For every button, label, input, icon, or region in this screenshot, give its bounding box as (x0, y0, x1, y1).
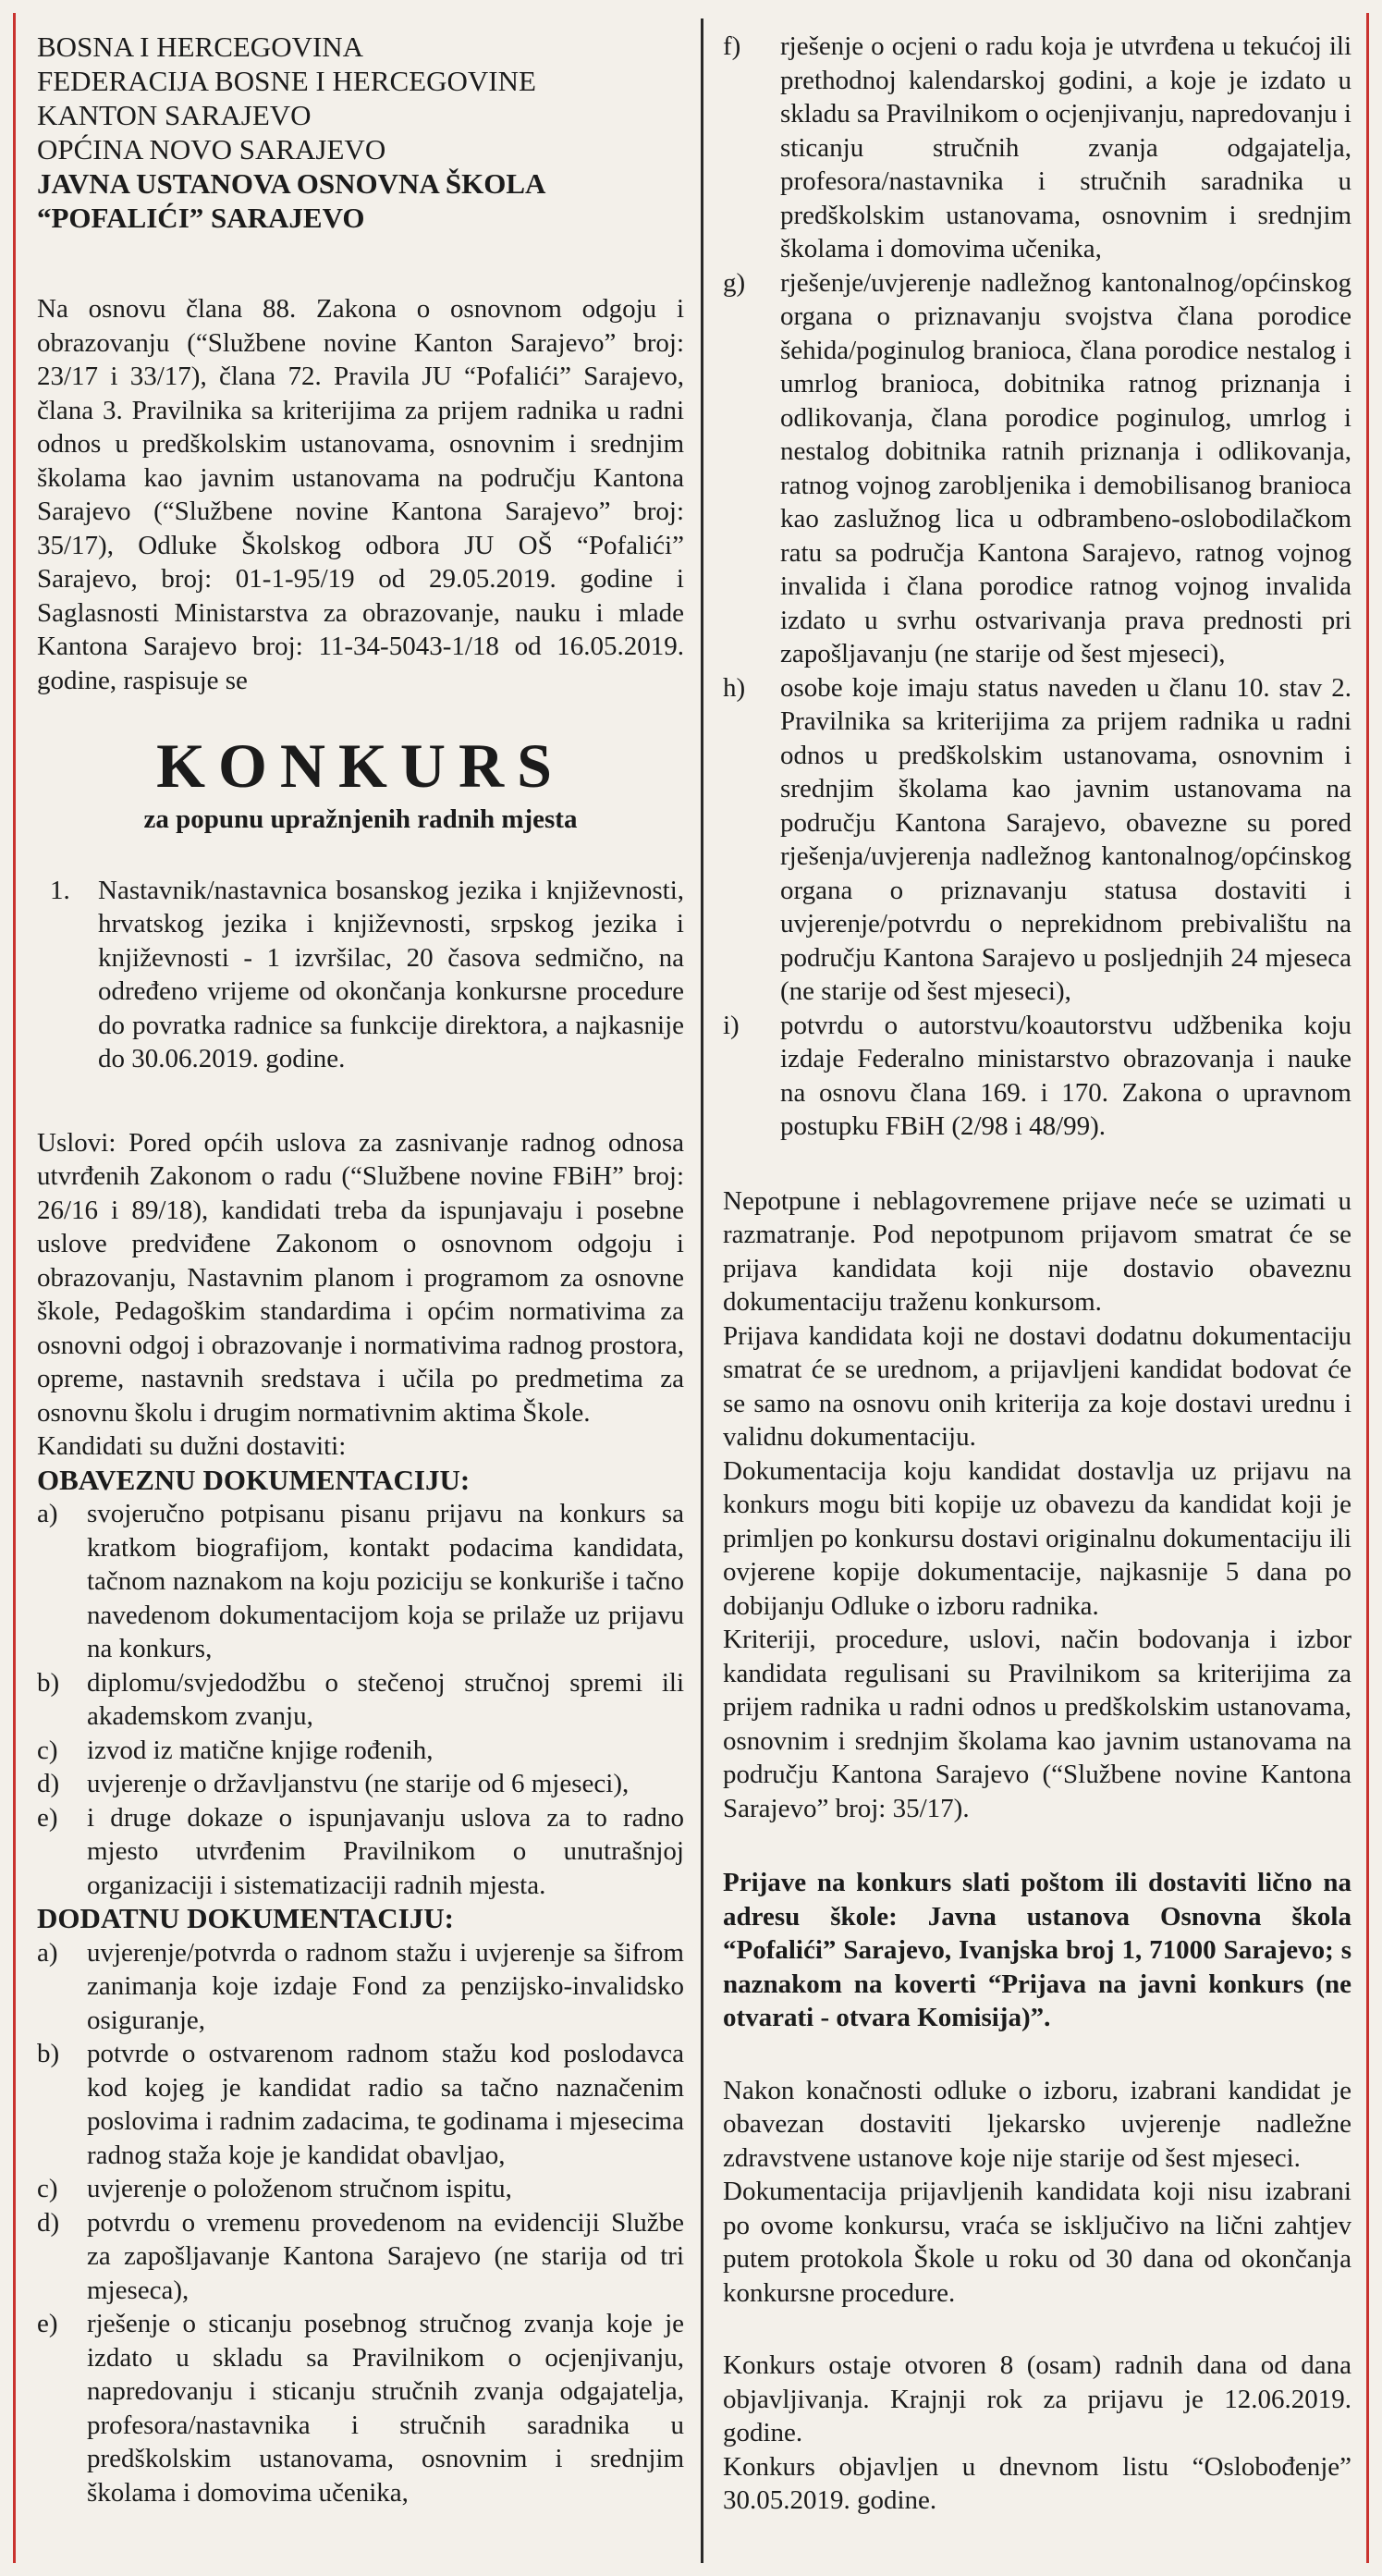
mandatory-heading: OBAVEZNU DOKUMENTACIJU: (37, 1463, 471, 1496)
after-paragraph: Nakon konačnosti odluke o izboru, izabrani kandidat je obavezan dostaviti ljekarsko uvjerenje nadležne zdravstvene ustanove koje nije starije od šest mjeseci. (723, 2075, 1351, 2173)
additional-item (723, 671, 1351, 1009)
item-text: uvjerenje/potvrda o radnom stažu i uvjerenje sa šifrom zanimanja koje izdaje Fond za penzijsko-invalidsko osiguranje, (87, 1937, 684, 2035)
item-text: svojeručno potpisanu pisanu prijavu na konkurs sa kratkom biografijom, kontakt podacima kandidata, tačnom naznakom na koju poziciju se konkuriše i tačno navedenom dokumentacijom koja se prilaže uz prijavu na konkurs, (87, 1499, 684, 1663)
item-letter: b) (37, 1667, 60, 1698)
item-text: uvjerenje o državljanstvu (ne starije od 6 mjeseci), (87, 1769, 630, 1798)
additional-item (723, 30, 1351, 266)
position-item (37, 874, 684, 1076)
item-letter: d) (37, 1769, 60, 1798)
item-text: potvrdu o vremenu provedenom na evidenciji Službe za zapošljavanje Kantona Sarajevo (ne starija od tri mjeseca), (87, 2207, 684, 2305)
header-school-name-2: “POFALIĆI” SARAJEVO (37, 202, 365, 234)
item-text: potvrde o ostvarenom radnom stažu kod poslodavca kod kojeg je kandidat radio sa tačno naznačenim poslovima i radnim zadacima, te godinama i mjesecima radnog staža koje je kandidat obavljao, (87, 2039, 684, 2170)
notes-paragraph: Kriteriji, procedure, uslovi, način bodovanja i izbor kandidata regulisani su Pravilnikom sa kriterijima za prijem radnika u radni odnos u predškolskim ustanovama, osnovnim i srednjim školama kao javnim ustanovama na području Kantona Sarajevo (“Službene novine Kantona Sarajevo” broj: 35/17). (723, 1625, 1351, 1823)
item-letter: h) (723, 672, 746, 703)
notes-paragraph: Nepotpune i neblagovremene prijave neće se uzimati u razmatranje. Pod nepotpunom prijavom smatrat će se prijava kandidata koji nije dostavio obaveznu dokumentaciju traženu konkursom. (723, 1185, 1351, 1317)
notes-paragraph: Prijava kandidata koji ne dostavi dodatnu dokumentaciju smatrat će se urednom, a prijavljeni kandidat bodovat će se samo na osnovu onih kriterija za koje dostavi urednu i validnu dokumentaciju. (723, 1320, 1351, 1452)
right-column (723, 30, 1351, 2518)
header-line-1: BOSNA I HERCEGOVINA (37, 31, 364, 63)
item-text: rješenje/uvjerenje nadležnog kantonalnog/općinskog organa o priznavanju svojstva člana porodice šehida/poginulog branioca, člana porodice nestalog i umrlog branioca, dobitnika ratnog priznanja i odlikovanja, člana porodice poginulog, umrlog i nestalog dobitnika ratnih priznanja i odlikovanja, ratnog vojnog zarobljenika i demobilisanog branioca kao zaslužnog lica u odbrambeno-oslobodilačkom ratu sa područja Kantona Sarajevo, ratnog vojnog invalida i člana porodice ratnog vojnog invalida izdato u svrhu ostvarivanja prava prednosti pri zapošljavanju (ne starije od šest mjeseci), (780, 267, 1351, 669)
item-text: rješenje o ocjeni o radu koja je utvrđena u tekućoj ili prethodnoj kalendarskoj godini, a koje je izdato u skladu sa Pravilnikom o ocjenjivanju, napredovanju i sticanju stručnih zvanja odgajatelja, profesora/nastavnika i stručnih saradnika u predškolskim ustanovama, osnovnim i srednjim školama i domovima učenika, (780, 31, 1351, 264)
additional-item (37, 2206, 684, 2308)
position-text: Nastavnik/nastavnica bosanskog jezika i književnosti, hrvatskog jezika i književnosti, srpskog jezika i književnosti - 1 izvršilac, 20 časova sedmično, na određeno vrijeme od okončanja konkursne procedure do povratka radnice sa funkcije direktora, a najkasnije do 30.06.2019. godine. (98, 875, 684, 1073)
closing-paragraph: Konkurs objavljen u dnevnom listu “Oslobođenje” 30.05.2019. godine. (723, 2451, 1351, 2515)
closing-paragraph: Konkurs ostaje otvoren 8 (osam) radnih dana od dana objavljivanja. Krajnji rok za prijavu je 12.06.2019. godine. (723, 2350, 1351, 2447)
header-school-name: JAVNA USTANOVA OSNOVNA ŠKOLA (37, 167, 546, 200)
item-letter: e) (37, 1802, 58, 1833)
item-letter: i) (723, 1010, 740, 1040)
item-letter: f) (723, 31, 741, 61)
item-letter: c) (37, 2174, 58, 2203)
conditions-paragraph: Uslovi: Pored općih uslova za zasnivanje radnog odnosa utvrđenih Zakonom o radu (“Službene novine FBiH” broj: 26/16 i 89/18), kandidati treba da ispunjavaju i posebne uslove predviđene Zakonom o osnovnom odgoju i obrazovanju, Nastavnim planom i programom za osnovne škole, Pedagoškim standardima i općim normativima za osnovni odgoj i obrazovanje i normativima radnog prostora, opreme, nastavnih sredstava i učila po predmetima za osnovnu školu i drugim normativnim aktima Škole. (37, 1127, 684, 1428)
item-letter: e) (37, 2309, 58, 2338)
after-paragraph: Dokumentacija prijavljenih kandidata koji nisu izabrani po ovome konkursu, vraća se isključivo na lični zahtjev putem protokola Škole u roku od 30 dana od okončanja konkursne procedure. (723, 2177, 1351, 2308)
header-line-4: OPĆINA NOVO SARAJEVO (37, 133, 386, 166)
notes-paragraph: Dokumentacija koju kandidat dostavlja uz prijavu na konkurs mogu biti kopije uz obavezu da kandidat koji je primljen po konkursu dostavi originalnu dokumentaciju ili ovjerene kopije dokumentacije, najkasnije 5 dana po dobijanju Odluke o izboru radnika. (723, 1455, 1351, 1621)
additional-item (37, 2037, 684, 2172)
submission-paragraph: Prijave na konkurs slati poštom ili dostaviti lično na adresu škole: Javna ustanova Osnovna škola “Pofalići” Sarajevo, Ivanjska broj 1, 71000 Sarajevo; s naznakom na koverti “Prijava na javni konkurs (ne otvarati - otvara Komisija)”. (723, 1868, 1351, 2032)
item-text: i druge dokaze o ispunjavanju uslova za to radno mjesto utvrđenim Pravilnikom o unutrašnjoj organizaciji i sistematizaciji radnih mjesta. (87, 1802, 684, 1900)
item-letter: a) (37, 1937, 58, 1968)
mandatory-item (37, 1497, 684, 1666)
konkurs-title: KONKURS (156, 730, 565, 801)
additional-heading: DODATNU DOKUMENTACIJU: (37, 1902, 454, 1934)
item-letter: c) (37, 1735, 58, 1765)
additional-item (37, 2172, 684, 2206)
item-text: izvod iz matične knjige rođenih, (87, 1735, 434, 1765)
konkurs-subtitle: za popunu upražnjenih radnih mjesta (143, 804, 578, 834)
item-text: rješenje o sticanju posebnog stručnog zvanja koje je izdato u skladu sa Pravilnikom o ocjenjivanju, napredovanju i sticanju stručnih zvanja odgajatelja, profesora/nastavnika i stručnih saradnika u predškolskim ustanovama, osnovnim i srednjim školama i domovima učenika, (87, 2309, 684, 2508)
mandatory-item (37, 1666, 684, 1734)
left-column (37, 30, 684, 2509)
item-letter: d) (37, 2207, 60, 2238)
additional-item (723, 266, 1351, 671)
additional-item (37, 2307, 684, 2509)
column-divider (701, 18, 703, 2563)
item-letter: b) (37, 2039, 60, 2068)
intro-paragraph: Na osnovu člana 88. Zakona o osnovnom odgoju i obrazovanju (“Službene novine Kanton Sarajevo” broj: 23/17 i 33/17), člana 72. Pravila JU “Pofalići” Sarajevo, člana 3. Pravilnika sa kriterijima za prijem radnika u radni odnos u predškolskim ustanovama, osnovnim i srednjim školama kao javnim ustanovama na području Kantona Sarajevo (“Službene novine Kantona Sarajevo” broj: 35/17), Odluke Školskog odbora JU OŠ “Pofalići” Sarajevo, broj: 01-1-95/19 od 29.05.2019. godine i Saglasnosti Ministarstva za obrazovanje, nauku i mlade Kantona Sarajevo broj: 11-34-5043-1/18 od 16.05.2019. godine, raspisuje se (37, 294, 684, 695)
mandatory-item (37, 1767, 684, 1801)
item-text: potvrdu o autorstvu/koautorstvu udžbenika koju izdaje Federalno ministarstvo obrazovanja i nauke na osnovu člana 169. i 170. Zakona o upravnom postupku FBiH (2/98 i 48/99). (780, 1010, 1351, 1141)
item-text: diplomu/svjedodžbu o stečenoj stručnoj spremi ili akademskom zvanju, (87, 1667, 684, 1731)
item-text: uvjerenje o položenom stručnom ispitu, (87, 2174, 512, 2203)
item-letter: a) (37, 1499, 58, 1528)
position-number: 1. (50, 875, 70, 905)
mandatory-item (37, 1734, 684, 1768)
header-line-2: FEDERACIJA BOSNE I HERCEGOVINE (37, 65, 536, 97)
additional-item (37, 1936, 684, 2038)
additional-item (723, 1009, 1351, 1144)
item-text: osobe koje imaju status naveden u članu 10. stav 2. Pravilnika sa kriterijima za prijem radnika u radni odnos u predškolskim ustanovama, osnovnim i srednjim školama kao javnim ustanovama na području Kantona Sarajevo, obavezne su pored rješenja/uvjerenja nadležnog kantonalnog/općinskog organa o priznavanju statusa dostaviti i uvjerenje/potvrdu o neprekidnom prebivalištu na području Kantona Sarajevo u posljednjih 24 mjeseca (ne starije od šest mjeseci), (780, 672, 1351, 1006)
header-line-3: KANTON SARAJEVO (37, 99, 312, 131)
mandatory-item (37, 1801, 684, 1903)
duty-line: Kandidati su dužni dostaviti: (37, 1431, 347, 1461)
item-letter: g) (723, 267, 746, 298)
